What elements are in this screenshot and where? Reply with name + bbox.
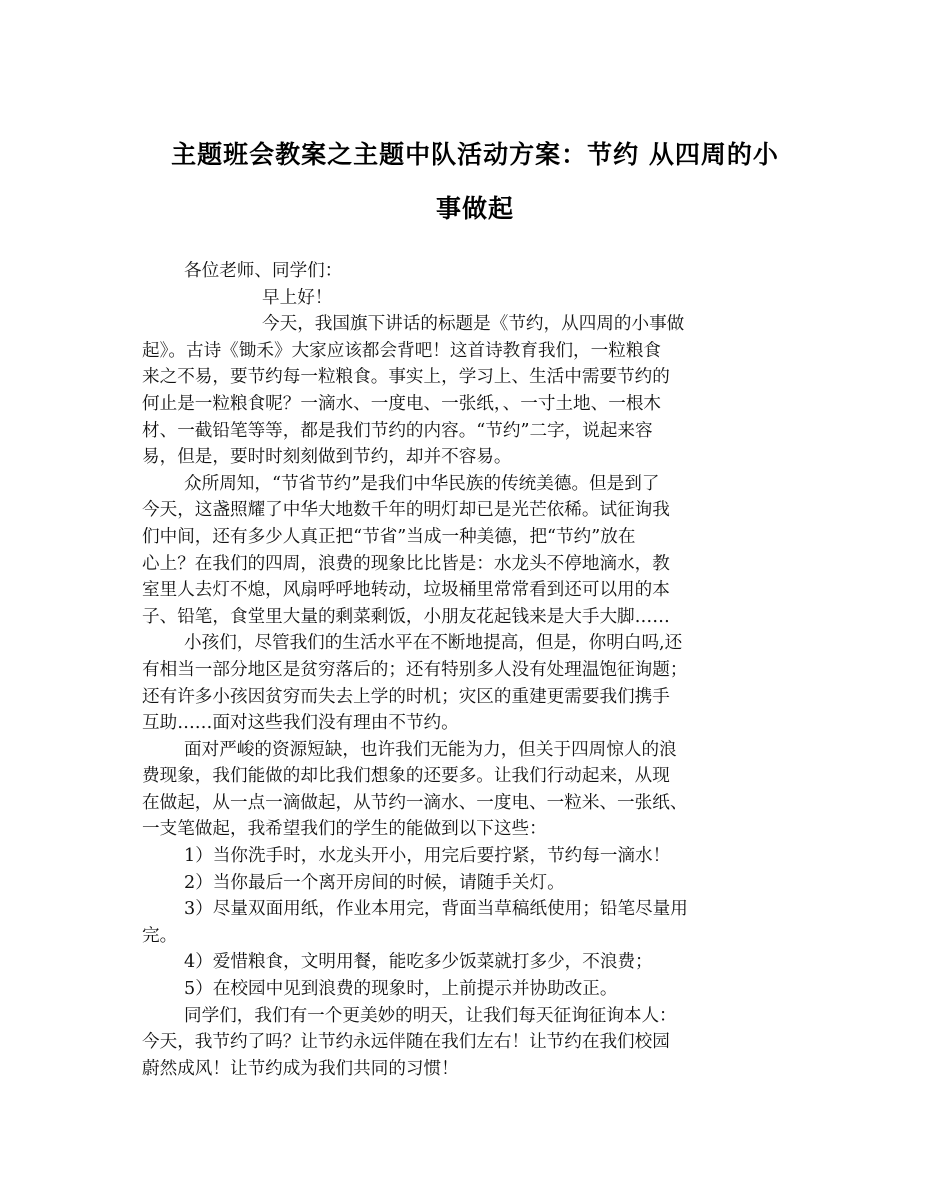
body-line: 一支笔做起，我希望我们的学生的能做到以下这些： [142,819,547,840]
list-item: 2）当你最后一个离开房间的时候，请随手关灯。 [184,872,565,893]
title-line: 主题班会教案之主题中队活动方案：节约 从四周的小 [171,140,779,169]
body-line: 易，但是，要时时刻刻做到节约，却并不容易。 [142,447,512,468]
body-line: 有相当一部分地区是贫穷落后的；还有特别多人没有处理温饱征询题； [142,659,688,680]
body-line: 心上？在我们的四周，浪费的现象比比皆是：水龙头不停地滴水，教 [142,553,670,574]
body-line: 材、一截铅笔等等，都是我们节约的内容。“节约”二字，说起来容 [142,420,653,441]
body-line: 室里人去灯不熄，风扇呼呼地转动，垃圾桶里常常看到还可以用的本 [142,580,670,601]
document-body [142,258,812,1082]
body-line: 面对严峻的资源短缺，也许我们无能为力，但关于四周惊人的浪 [184,739,677,760]
closing-line: 蔚然成风！让节约成为我们共同的习惯！ [142,1058,459,1079]
body-line: 还有许多小孩因贫穷而失去上学的时机；灾区的重建更需要我们携手 [142,686,670,707]
closing-line: 今天，我节约了吗？让节约永远伴随在我们左右！让节约在我们校园 [142,1032,670,1053]
body-line: 今天，这盏照耀了中华大地数千年的明灯却已是光芒依稀。试征询我 [142,500,670,521]
list-item: 4）爱惜粮食，文明用餐，能吃多少饭菜就打多少，不浪费； [184,952,653,973]
body-line: 小孩们，尽管我们的生活水平在不断地提高，但是，你明白吗,还 [184,633,683,654]
body-line: 来之不易，要节约每一粒粮食。事实上，学习上、生活中需要节约的 [142,367,670,388]
body-line: 子、铅笔，食堂里大量的剩菜剩饭，小朋友花起钱来是大手大脚…… [142,606,670,627]
body-line: 起》。古诗《锄禾》大家应该都会背吧！这首诗教育我们，一粒粮食 [142,340,662,361]
body-line: 在做起，从一点一滴做起，从节约一滴水、一度电、一粒米、一张纸、 [142,792,688,813]
body-line: 费现象，我们能做的却比我们想象的还要多。让我们行动起来，从现 [142,766,670,787]
list-item: 1）当你洗手时，水龙头开小，用完后要拧紧，节约每一滴水！ [184,846,671,867]
body-line: 今天，我国旗下讲话的标题是《节约，从四周的小事做 [262,314,685,335]
list-item: 5）在校园中见到浪费的现象时，上前提示并协助改正。 [184,979,618,1000]
greeting: 早上好！ [262,287,333,308]
body-line: 互助……面对这些我们没有理由不节约。 [142,713,459,734]
salutation: 各位老师、同学们： [184,261,343,281]
body-line: 何止是一粒粮食呢？一滴水、一度电、一张纸，、一寸土地、一根木 [142,393,662,414]
title-line: 事做起 [435,194,514,223]
body-line: 众所周知，“节省节约”是我们中华民族的传统美德。但是到了 [184,473,660,494]
document-title [142,128,808,236]
list-item-continuation: 完。 [142,925,178,946]
closing-line: 同学们，我们有一个更美妙的明天，让我们每天征询征询本人： [184,1005,677,1026]
list-item: 3）尽量双面用纸，作业本用完，背面当草稿纸使用；铅笔尽量用 [184,899,688,920]
body-line: 们中间，还有多少人真正把“节省”当成一种美德，把“节约”放在 [142,526,636,547]
